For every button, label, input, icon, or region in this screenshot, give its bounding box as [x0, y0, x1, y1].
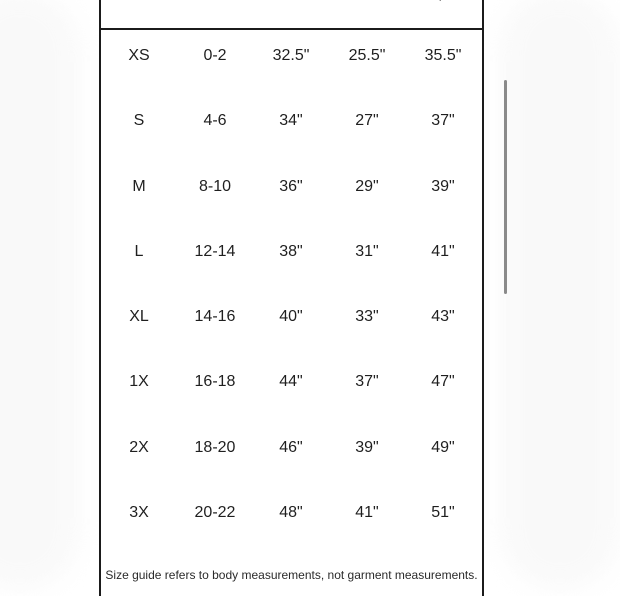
- cell-bust: 32.5": [272, 47, 310, 64]
- cell-waist: 29": [355, 177, 379, 195]
- vertical-scrollbar[interactable]: [503, 80, 509, 294]
- cell-bust: 40": [279, 308, 303, 326]
- cell-us-size: 14-16: [194, 308, 236, 326]
- cell-bust: 36": [279, 177, 303, 195]
- size-chart-card: [99, 0, 484, 596]
- cell-us-size: 20-22: [194, 504, 236, 522]
- background-blur-left: [0, 0, 80, 590]
- size-chart-rows: [101, 31, 482, 553]
- cell-hip: 39": [431, 177, 455, 195]
- cell-waist: 27": [355, 112, 379, 130]
- table-row: [101, 96, 482, 161]
- cell-us-size: 4-6: [203, 112, 227, 130]
- cell-us-size: 18-20: [194, 438, 236, 456]
- cell-hip: 43": [431, 308, 455, 326]
- cell-waist: 33": [355, 308, 379, 326]
- cell-bust: 46": [279, 438, 303, 456]
- size-guide-footnote: Size guide refers to body measurements, not garment measurements.: [105, 568, 478, 582]
- cell-us-size: 8-10: [198, 177, 232, 195]
- scrollbar-thumb[interactable]: [504, 80, 507, 294]
- cell-hip: 41": [431, 242, 455, 260]
- cell-hip: 47": [431, 373, 455, 391]
- cell-hip: 51": [431, 504, 455, 522]
- cell-bust: 44": [279, 373, 303, 391]
- table-row: [101, 227, 482, 292]
- background-blur-right: [500, 0, 620, 590]
- cell-us-size: 0-2: [203, 47, 227, 64]
- table-row: [101, 357, 482, 422]
- cell-bust: 34": [279, 112, 303, 130]
- cell-size: S: [133, 112, 145, 130]
- table-row: [101, 292, 482, 357]
- table-row: [101, 31, 482, 96]
- cell-size: 2X: [129, 438, 149, 456]
- cell-waist: 37": [355, 373, 379, 391]
- cell-bust: 48": [279, 504, 303, 522]
- cell-waist: 41": [355, 504, 379, 522]
- header-cell-hip: [405, 0, 481, 1]
- cell-waist: 31": [355, 242, 379, 260]
- cell-hip: 49": [431, 438, 455, 456]
- cell-size: XL: [129, 308, 149, 326]
- cell-size: M: [132, 177, 146, 195]
- cell-waist: 25.5": [348, 47, 386, 64]
- cell-hip: 35.5": [424, 47, 462, 64]
- cell-size: 3X: [129, 504, 149, 522]
- size-chart-header: [101, 0, 482, 30]
- cell-us-size: 16-18: [194, 373, 236, 391]
- cell-waist: 39": [355, 438, 379, 456]
- cell-hip: 37": [431, 112, 455, 130]
- table-row: [101, 423, 482, 488]
- table-row: [101, 162, 482, 227]
- cell-size: 1X: [129, 373, 149, 391]
- cell-us-size: 12-14: [194, 242, 236, 260]
- cell-size: L: [134, 242, 144, 260]
- cell-bust: 38": [279, 242, 303, 260]
- cell-size: XS: [128, 47, 150, 64]
- table-row: [101, 488, 482, 553]
